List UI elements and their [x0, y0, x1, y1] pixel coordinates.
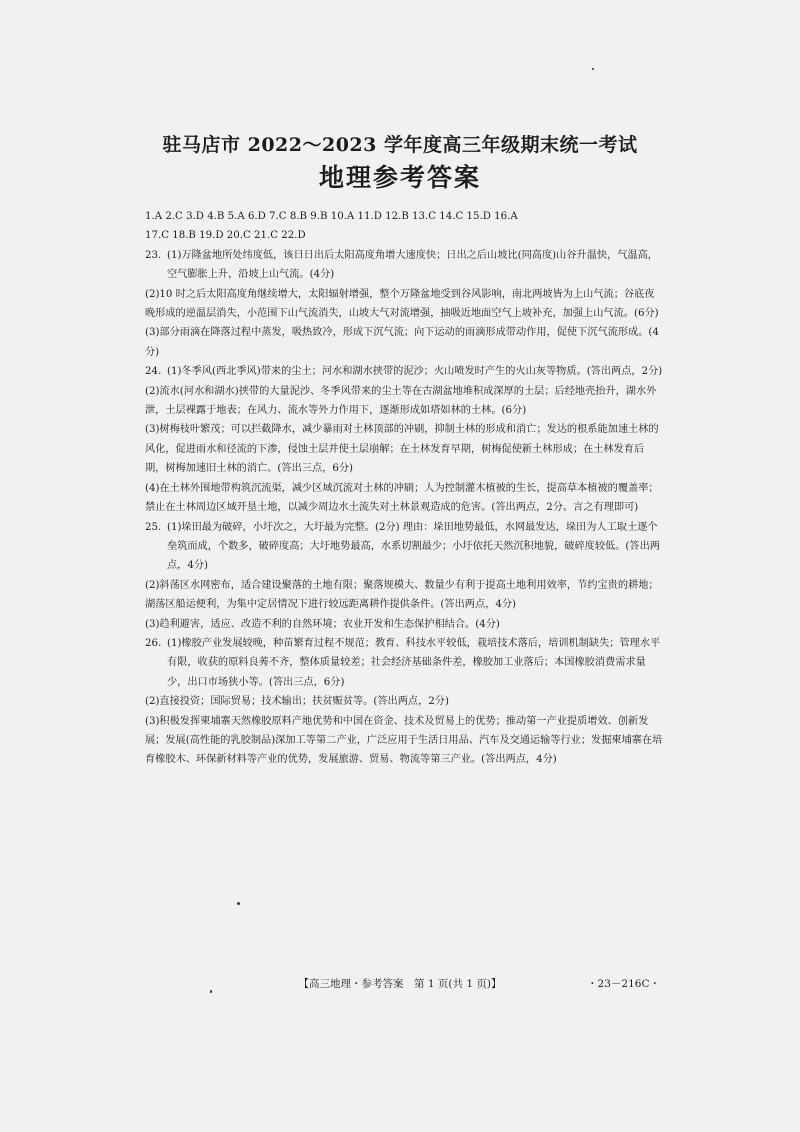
footer-page-info: 【高三地理・参考答案 第 1 页(共 1 页)】: [298, 978, 502, 990]
question-24-part-1: (1)冬季风(西北季风)带来的尘土；河水和湖水挟带的泥沙；火山喷发时产生的火山灰等物质。(答出两点，2分): [167, 366, 663, 378]
question-23-part-2: (2)10 时之后太阳高度角继续增大，太阳辐射增强，整个万隆盆地受到谷风影响，南北两坡皆为上山气流；谷底夜晚形成的逆温层消失，小范围下山气流消失，山坡大气对流增强，抽吸近地面空气上坡补充，加强上山气流。(6分): [145, 288, 659, 320]
question-number: 23.: [145, 249, 162, 261]
question-number: 26.: [145, 637, 162, 649]
scan-speck: [237, 902, 240, 905]
question-number: 25.: [145, 521, 162, 533]
question-23-part-1: (1)万隆盆地所处纬度低，该日日出后太阳高度角增大速度快；日出之后山坡比(同高度)山谷升温快，气温高，空气膨胀上升，沿坡上山气流。(4分): [167, 249, 658, 281]
question-26-part-2: (2)直接投资；国际贸易；技术输出；扶贫赈贫等。(答出两点，2分): [145, 696, 449, 708]
question-23-part-3: (3)部分雨滴在降落过程中蒸发，吸热致冷，形成下沉气流；向下运动的雨滴形成带动作用，促使下沉气流形成。(4分): [145, 327, 659, 358]
multiple-choice-answers-line-2: 17.C 18.B 19.D 20.C 21.C 22.D: [145, 230, 306, 242]
exam-title: 驻马店市 2022～2023 学年度高三年级期末统一考试: [162, 134, 638, 156]
scan-speck: [592, 68, 594, 70]
question-25: [145, 518, 663, 634]
question-24: [145, 362, 663, 517]
question-26: [145, 634, 663, 770]
document-subtitle: 地理参考答案: [318, 163, 481, 192]
question-24-part-4: (4)在土林外围地带构筑沉流渠，减少区域沉流对土林的冲刷；人为控制灌木植被的生长，提高草本植被的覆盖率；禁止在土林周边区域开垦土地，以减少周边水土流失对土林景观造成的危害。(答出两点，2分。言之有理即可): [145, 482, 659, 514]
scan-speck: [210, 990, 212, 993]
question-25-part-2: (2)斜荡区水网密布，适合建设聚落的土地有限；聚落规模大、数量少有利于提高土地利用效率，节约宝贵的耕地；湖荡区船运便利，为集中定居情况下进行较远距离耕作提供条件。(答出两点，4分): [145, 579, 659, 611]
answer-content: [145, 207, 663, 770]
footer-doc-code: ・23－216C・: [587, 978, 660, 990]
question-24-part-3: (3)树梅枝叶繁茂；可以拦截降水，减少暴雨对土林顶部的冲刷，抑制土林的形成和消亡；发达的根系能加速土林的风化，促进雨水和径流的下渗，侵蚀土层并使土层崩解；在土林发育早期，树梅促使新土林形成；在土林发育后期，树梅加速旧土林的消亡。(答出三点，6分): [145, 424, 659, 475]
question-25-part-1: (1)垛田最为破碎，小圩次之，大圩最为完整。(2分) 理由：垛田地势最低，水网最发达，垛田为人工取土逐个垒筑而成，个数多，破碎度高；大圩地势最高，水系切割最少；小圩依托天然沉积地貌，破碎度较低。(答出两点，4分): [167, 521, 660, 572]
multiple-choice-answers-line-1: 1.A 2.C 3.D 4.B 5.A 6.D 7.C 8.B 9.B 10.A 11.D 12.B 13.C 14.C 15.D 16.A: [145, 211, 518, 222]
page-footer: [0, 976, 800, 996]
question-25-part-3: (3)趋利避害，适应、改造不利的自然环境；农业开发和生态保护相结合。(4分): [145, 618, 500, 630]
question-26-part-3: (3)积极发挥柬埔寨天然橡胶原料产地优势和中国在资金、技术及贸易上的优势；推动第一产业提质增效、创新发展；发展(高性能的乳胶制品)深加工等第二产业，广泛应用于生活日用品、汽车及交通运输等行业；发掘柬埔寨在培育橡胶木、环保新材料等产业的优势，发展旅游、贸易、物流等第三产业。(答出两点，4分): [145, 715, 663, 766]
question-23: [145, 246, 663, 362]
question-number: 24.: [145, 366, 162, 378]
question-26-part-1: (1)橡胶产业发展较晚，种苗繁育过程不规范；教育、科技水平较低，栽培技术落后，培训机制缺失；管理水平有限，收获的原料良莠不齐，整体质量较差；社会经济基础条件差，橡胶加工业落后；本国橡胶消费需求量少，出口市场狭小等。(答出三点，6分): [167, 637, 661, 688]
question-24-part-2: (2)流水(河水和湖水)挟带的大量泥沙、冬季风带来的尘土等在古湖盆地堆积成深厚的土层；后经地壳抬升，湖水外泄，土层裸露于地表；在风力、流水等外力作用下，逐渐形成如塔如林的土林。(6分): [145, 385, 657, 417]
